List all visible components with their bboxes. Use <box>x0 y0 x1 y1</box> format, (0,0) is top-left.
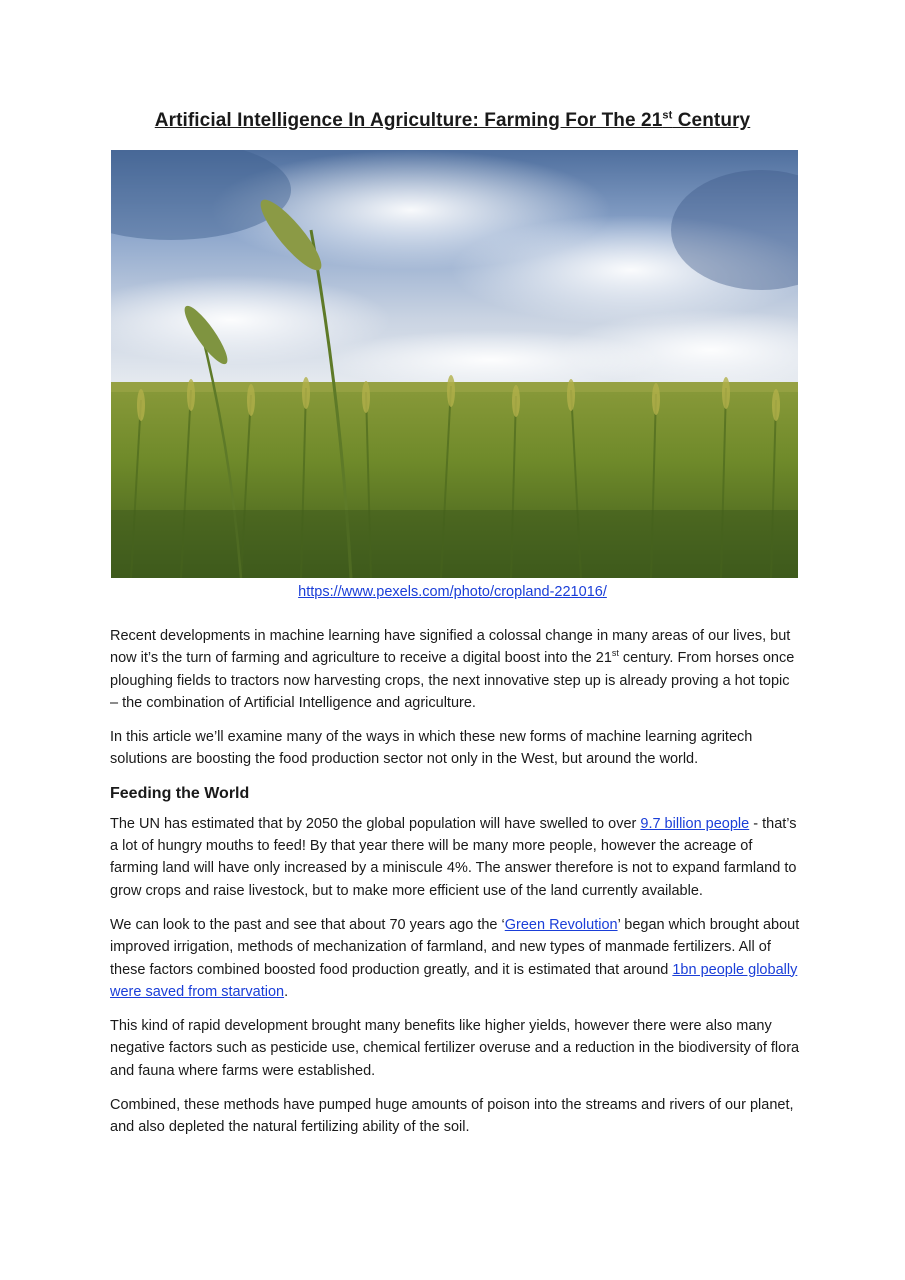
photo-caption <box>0 584 905 600</box>
paragraph-text: - that’s a lot of hungry mouths to feed! By that year there will be many more people, however the acreage of farming land will have only increased by a miniscule 4%. The answer therefore is not to expand farmland to grow crops and raise livestock, but to make more efficient use of the land currently available. <box>110 815 797 899</box>
article-body <box>110 625 800 1151</box>
paragraph-text: ’ began which brought about improved irrigation, methods of mechanization of farmland, and new types of manmade fertilizers. All of these factors combined boosted food production greatly, and it is estimated that around <box>110 916 800 978</box>
paragraph-text: Recent developments in machine learning have signified a colossal change in many areas of our lives, but now it’s the turn of farming and agriculture to receive a digital boost into the 21 <box>110 628 791 667</box>
paragraph-article-scope: In this article we’ll examine many of the ways in which these new forms of machine learning agritech solutions are boosting the food production sector not only in the West, but around the world. <box>110 729 753 768</box>
section-heading: Feeding the World <box>110 784 250 802</box>
wheat-field-photo <box>111 150 798 578</box>
photo-source-link[interactable]: https://www.pexels.com/photo/cropland-221016/ <box>298 584 607 600</box>
paragraph-poison: Combined, these methods have pumped huge amounts of poison into the streams and rivers of our planet, and also depleted the natural fertilizing ability of the soil. <box>110 1097 794 1136</box>
superscript: st <box>611 648 619 659</box>
paragraph-green-revolution <box>110 914 800 1003</box>
paragraph-text: . <box>284 983 289 1000</box>
green-revolution-link[interactable]: Green Revolution <box>504 916 618 933</box>
paragraph-text: We can look to the past and see that about 70 years ago the ‘ <box>110 916 505 933</box>
paragraph-intro <box>110 625 800 714</box>
paragraph-un-estimate <box>110 813 800 902</box>
page-title <box>0 110 905 132</box>
title-superscript: st <box>662 109 673 122</box>
title-text: Artificial Intelligence In Agriculture: Farming For The 21 <box>154 110 663 131</box>
title-text-end: Century <box>672 110 751 131</box>
paragraph-text: The UN has estimated that by 2050 the global population will have swelled to over <box>110 815 641 832</box>
paragraph-negative-factors: This kind of rapid development brought many benefits like higher yields, however there were also many negative factors such as pesticide use, chemical fertilizer overuse and a reduction in the biodiversity of flora and fauna where farms were established. <box>110 1018 800 1079</box>
paragraph-text: century. From horses once ploughing fields to tractors now harvesting crops, the next innovative step up is already proving a hot topic – the combination of Artificial Intelligence and agriculture. <box>110 650 795 711</box>
starvation-link[interactable]: 1bn people globally were saved from starvation <box>110 961 798 1000</box>
population-link[interactable]: 9.7 billion people <box>640 815 750 832</box>
